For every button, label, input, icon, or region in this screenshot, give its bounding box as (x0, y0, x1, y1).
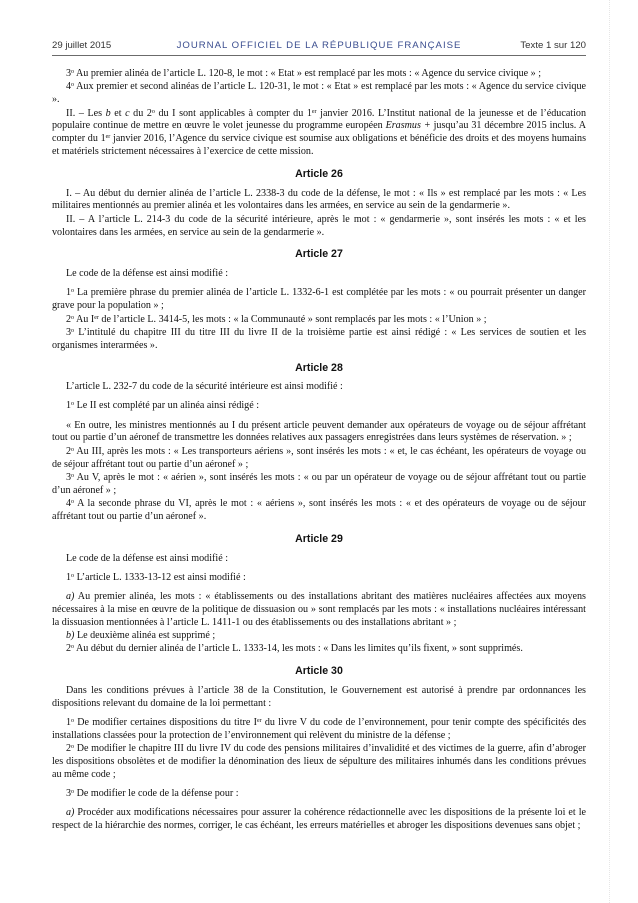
article-heading: Article 30 (295, 665, 343, 678)
article-heading: Article 27 (295, 248, 343, 261)
paragraph: 4$^o$ A la seconde phrase du VI, après le mot : « aériens », sont insérés les mots : « et des opérateurs de voyage ou de séjour affrétant tout ou partie d’un aéronef ». (52, 498, 586, 523)
paragraph: I. – Au début du dernier alinéa de l’article L. 2338-3 du code de la défense, le mot : « Ils » est remplacé par les mots : « Les militaires mentionnés au premier alinéa et les volontaires dans les armées, en service au sein de la gendarmerie ». (52, 187, 586, 212)
paragraph: 3$^o$ Au premier alinéa de l’article L. 120-8, le mot : « Etat » est remplacé par les mots : « Agence du service civique » ; (66, 68, 542, 79)
page-edge (601, 0, 610, 903)
text-counter: Texte 1 sur 120 (520, 40, 586, 51)
paragraph: 1$^o$ Le II est complété par un alinéa ainsi rédigé : (66, 400, 260, 412)
publication-date: 29 juillet 2015 (52, 40, 112, 51)
paragraph: 1$^o$ L’article L. 1333-13-12 est ainsi modifié : (66, 571, 246, 583)
page-header (52, 40, 586, 54)
paragraph: 2$^o$ De modifier le chapitre III du livre IV du code des pensions militaires d’invalidité et des victimes de la guerre, afin d’abroger les dispositions obsolètes et de modifier la dénomination des lieux de sépulture des militaires inhumés dans les conditions prévues au même code ; (52, 743, 586, 780)
article-heading: Article 29 (295, 532, 343, 545)
paragraph: 4$^o$ Aux premier et second alinéas de l’article L. 120-31, le mot : « Etat » est remplacé par les mots : « Agence du service civique ». (52, 81, 586, 106)
paragraph: 3$^o$ L’intitulé du chapitre III du titre III du livre II de la troisième partie est ainsi rédigé : « Les services de soutien et les organismes interarmées ». (52, 326, 586, 351)
paragraph: Le code de la défense est ainsi modifié : (66, 268, 228, 280)
article-heading: Article 28 (295, 361, 343, 374)
paragraph: II. – Les b et c du 2$^o$ du I sont applicables à compter du 1er janvier 2016. L’Institut national de la jeunesse et de l’éducation populaire continue de mettre en œuvre le volet jeunesse du programme européen Erasmus + jusqu’au 31 décembre 2015 inclus. A compter du 1er janvier 2016, l’Agence du service civique est soumise aux obligations et bénéficie des droits et des moyens humains et matériels strictement nécessaires à l’exercice de cette mission. (52, 107, 587, 157)
paragraph: 3$^o$ De modifier le code de la défense pour : (66, 787, 239, 799)
document-body (52, 68, 586, 833)
paragraph: 2$^o$ Au III, après les mots : « Les transporteurs aériens », sont insérés les mots : « et, le cas échéant, les opérateurs de voyage ou de séjour affrétant tout ou partie d’un aéronef » ; (52, 445, 586, 470)
paragraph: 2$^o$ Au Ier de l’article L. 3414-5, les mots : « la Communauté » sont remplacés par les mots : « l’Union » ; (66, 313, 487, 325)
paragraph: a) Au premier alinéa, les mots : « établissements ou des installations abritant des matières nucléaires affectées aux moyens nécessaires à la mise en œuvre de la politique de dissuasion ou » sont remplacés par les mots : « installations nucléaires intéressant la dissuasion mentionnées à l’article L. 1411-1 ou des établissements ou des installations abritant » ; (52, 591, 586, 628)
paragraph: 3$^o$ Au V, après le mot : « aérien », sont insérés les mots : « ou par un opérateur de voyage ou de séjour affrétant tout ou partie d’un aéronef » ; (52, 472, 586, 496)
article-heading: Article 26 (295, 167, 343, 180)
paragraph: a) Procéder aux modifications nécessaires pour assurer la cohérence rédactionnelle avec les dispositions de la présente loi et le respect de la hiérarchie des normes, corriger, le cas échéant, les erreurs matérielles et abroger les dispositions devenues sans objet ; (52, 807, 586, 831)
paragraph: b) Le deuxième alinéa est supprimé ; (66, 629, 216, 641)
paragraph: 2$^o$ Au début du dernier alinéa de l’article L. 1333-14, les mots : « Dans les limites qu’ils fixent, » sont supprimés. (66, 643, 523, 655)
paragraph: L’article L. 232-7 du code de la sécurité intérieure est ainsi modifié : (66, 381, 343, 393)
paragraph: II. – A l’article L. 214-3 du code de la sécurité intérieure, après le mot : « gendarmerie », sont insérés les mots : « et les volontaires dans les armées, en service au sein de la gendarmerie ». (52, 213, 586, 238)
paragraph: Le code de la défense est ainsi modifié : (66, 552, 228, 564)
paragraph: « En outre, les ministres mentionnés au I du présent article peuvent demander aux opérateurs de voyage ou de séjour affrétant tout ou partie d’un aéronef de transmettre les données relatives aux passagers enregistrées dans leurs systèmes de réservation. » ; (52, 419, 586, 444)
paragraph: 1$^o$ La première phrase du premier alinéa de l’article L. 1332-6-1 est complétée par les mots : « ou pourrait présenter un danger grave pour la population » ; (52, 287, 586, 312)
paragraph: Dans les conditions prévues à l’article 38 de la Constitution, le Gouvernement est autorisé à prendre par ordonnances les dispositions relevant du domaine de la loi permettant : (52, 684, 586, 709)
header-divider (52, 55, 586, 56)
journal-title: JOURNAL OFFICIEL DE LA RÉPUBLIQUE FRANÇAISE (176, 40, 462, 51)
paragraph: 1$^o$ De modifier certaines dispositions du titre Ier du livre V du code de l’environnement, pour tenir compte des spécificités des installations classées pour la protection de l’environnement qui relèvent du ministre de la défense ; (52, 716, 586, 741)
